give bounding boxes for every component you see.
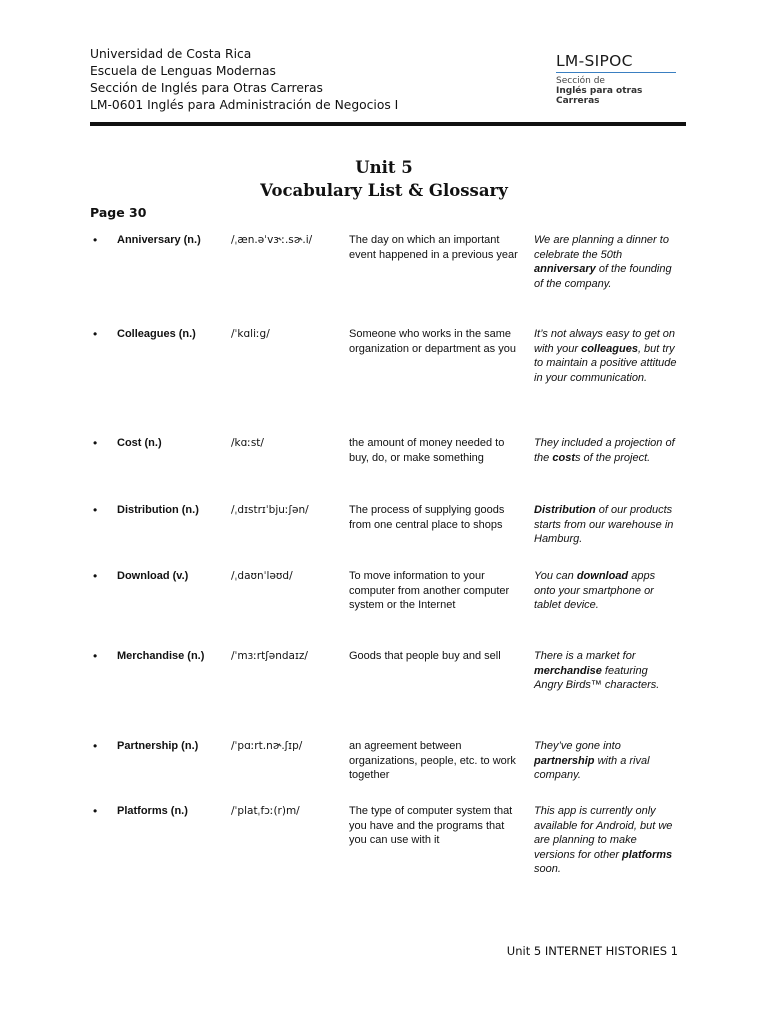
example-keyword: Distribution (534, 504, 596, 516)
definition: the amount of money needed to buy, do, or make something (349, 437, 505, 464)
header-line-university: Universidad de Costa Rica (90, 47, 252, 61)
bullet-marker: • (93, 233, 98, 247)
example-sentence (534, 649, 678, 693)
definition: Someone who works in the same organization or department as you (349, 328, 516, 355)
example-keyword: cost (552, 451, 575, 464)
pronunciation: /ˈplatˌfɔː(r)m/ (231, 805, 300, 817)
example-keyword: partnership (534, 754, 595, 767)
example-sentence (534, 804, 678, 877)
glossary-title: Vocabulary List & Glossary (260, 181, 508, 200)
logo-sub-line-2: Inglés para otras (556, 86, 643, 96)
unit-title: Unit 5 (355, 158, 413, 177)
bullet-marker: • (93, 436, 98, 450)
example-sentence (534, 233, 678, 291)
example-text-after: apps onto your smartphone or tablet device. (534, 570, 656, 611)
logo-underline (556, 72, 676, 73)
header-line-section: Sección de Inglés para Otras Carreras (90, 81, 323, 95)
bullet-marker: • (93, 503, 98, 517)
vocabulary-word: Download (v.) (117, 570, 189, 582)
vocabulary-word: Cost (n.) (117, 437, 162, 449)
example-text-after: soon. (534, 863, 561, 875)
example-text-before: It’s not always easy to get on with your (534, 328, 676, 355)
example-sentence (534, 327, 678, 385)
definition: The process of supplying goods from one central place to shops (349, 504, 505, 531)
vocabulary-word: Partnership (n.) (117, 740, 199, 752)
example-text-before: You can (534, 570, 577, 582)
example-text-after: s of the project. (574, 451, 651, 464)
logo-title: LM-SIPOC (556, 52, 633, 70)
example-sentence (534, 503, 678, 547)
pronunciation: /ˌdɪstrɪˈbjuːʃən/ (231, 504, 309, 516)
example-keyword: anniversary (534, 263, 596, 275)
example-keyword: download (576, 570, 629, 582)
definition: Goods that people buy and sell (349, 650, 501, 662)
pronunciation: /ˈmɜːrtʃəndaɪz/ (231, 650, 308, 662)
definition: an agreement between organizations, people, etc. to work together (349, 740, 516, 781)
logo-subtitle (556, 76, 680, 106)
example-text-after: of our products starts from our warehouse in Hamburg. (534, 504, 674, 545)
example-keyword: platforms (622, 848, 673, 861)
bullet-marker: • (93, 649, 98, 663)
example-text-before: There is a market for (534, 650, 636, 662)
page-footer: Unit 5 INTERNET HISTORIES 1 (506, 944, 678, 958)
logo-sub-line-1: Sección de (556, 76, 605, 86)
definition: The day on which an important event happened in a previous year (349, 234, 518, 261)
example-text-before: We are planning a dinner to celebrate the 50th (534, 234, 669, 261)
bullet-marker: • (93, 569, 98, 583)
example-text-before: They included a projection of the (534, 437, 675, 464)
pronunciation: /ˈpɑːrt.nɚ.ʃɪp/ (231, 740, 303, 752)
example-keyword: colleagues (581, 342, 638, 355)
pronunciation: /ˌdaʊnˈləʊd/ (231, 570, 293, 582)
page-label: Page 30 (90, 205, 147, 220)
example-text-after: featuring Angry Birds™ characters. (534, 664, 660, 691)
example-text-after: of the founding of the company. (534, 263, 672, 290)
example-text-after: , but try to maintain a positive attitude in your communication. (534, 342, 677, 384)
vocabulary-word: Colleagues (n.) (117, 328, 196, 340)
lm-sipoc-logo (556, 52, 680, 106)
header-divider (90, 122, 686, 126)
header-line-school: Escuela de Lenguas Modernas (90, 64, 276, 78)
example-text-after: with a rival company. (534, 754, 650, 781)
definition: The type of computer system that you have and the programs that you can use with it (349, 805, 513, 846)
logo-sub-line-3: Carreras (556, 96, 600, 106)
bullet-marker: • (93, 804, 98, 818)
example-keyword: merchandise (534, 664, 602, 677)
header-line-course: LM-0601 Inglés para Administración de Negocios I (90, 98, 399, 112)
example-sentence (534, 569, 678, 613)
definition: To move information to your computer from another computer system or the Internet (349, 570, 510, 611)
pronunciation: /ˈkɑliːg/ (231, 328, 270, 340)
example-sentence (534, 739, 678, 783)
example-text-before: This app is currently only available for Android, but we are planning to make versions for other (534, 805, 673, 861)
vocabulary-word: Distribution (n.) (117, 504, 199, 516)
vocabulary-word: Anniversary (n.) (117, 234, 201, 246)
bullet-marker: • (93, 739, 98, 753)
pronunciation: /kɑːst/ (231, 437, 264, 449)
institution-header (90, 46, 398, 114)
example-sentence (534, 436, 678, 465)
vocabulary-word: Platforms (n.) (117, 805, 188, 817)
vocabulary-word: Merchandise (n.) (117, 650, 205, 662)
example-text-before: They’ve gone into (534, 740, 621, 752)
pronunciation: /ˌæn.əˈvɝː.sɚ.i/ (231, 234, 313, 246)
bullet-marker: • (93, 327, 98, 341)
